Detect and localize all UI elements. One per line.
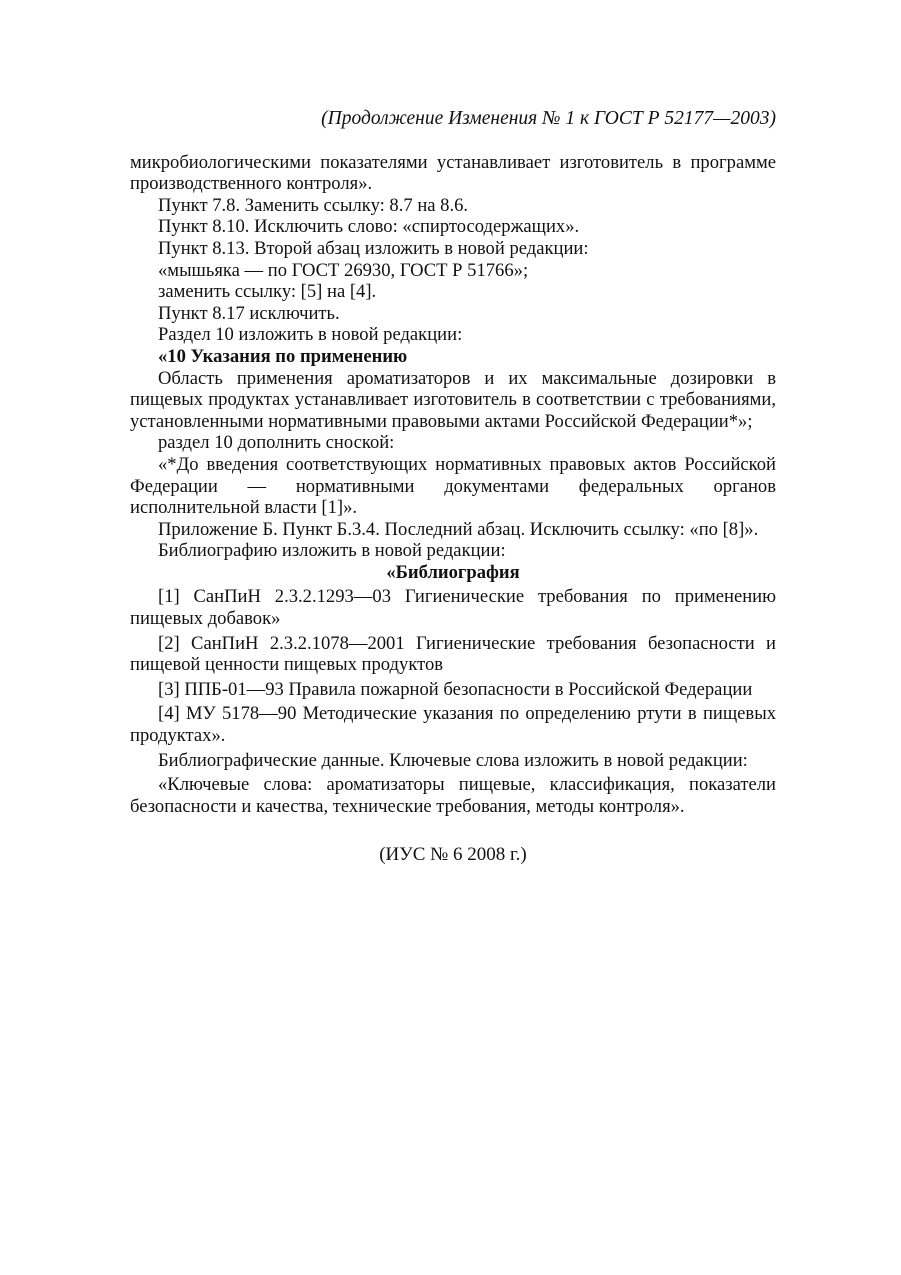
paragraph: Библиографию изложить в новой редакции:: [158, 540, 506, 562]
paragraph: Приложение Б. Пункт Б.3.4. Последний абзац. Исключить ссылку: «по [8]».: [158, 518, 759, 540]
paragraph: Пункт 8.17 исключить.: [158, 302, 340, 324]
page-header: (Продолжение Изменения № 1 к ГОСТ Р 52177—2003): [321, 108, 776, 129]
paragraph: микробиологическими показателями устанавливает изготовитель в программе производственного контроля».: [130, 151, 776, 195]
paragraph: Пункт 8.13. Второй абзац изложить в новой редакции:: [158, 237, 589, 259]
paragraph: Пункт 8.10. Исключить слово: «спиртосодержащих».: [158, 216, 580, 238]
bibliography-entry: [3] ППБ-01—93 Правила пожарной безопасности в Российской Федерации: [158, 678, 753, 700]
section-heading: «10 Указания по применению: [158, 345, 408, 367]
paragraph: Библиографические данные. Ключевые слова изложить в новой редакции:: [158, 749, 748, 771]
paragraph: «*До введения соответствующих нормативных правовых актов Российской Федерации — нормативными документами федеральных органов исполнительной власти [1]».: [130, 453, 776, 519]
page-footer: (ИУС № 6 2008 г.): [379, 844, 527, 866]
paragraph: Область применения ароматизаторов и их максимальные дозировки в пищевых продуктах устанавливает изготовитель в соответствии с требованиями, установленными нормативными правовыми актами Российской Федерации*»;: [130, 367, 776, 432]
paragraph: раздел 10 дополнить сноской:: [158, 432, 395, 454]
paragraph: заменить ссылку: [5] на [4].: [158, 281, 377, 303]
bibliography-heading: «Библиография: [386, 561, 520, 583]
paragraph: Пункт 7.8. Заменить ссылку: 8.7 на 8.6.: [158, 194, 469, 216]
bibliography-entry: [4] МУ 5178—90 Методические указания по определению ртути в пищевых продуктах».: [130, 703, 776, 747]
paragraph: «мышьяка — по ГОСТ 26930, ГОСТ Р 51766»;: [158, 259, 529, 281]
paragraph: Раздел 10 изложить в новой редакции:: [158, 324, 463, 346]
bibliography-entry: [2] СанПиН 2.3.2.1078—2001 Гигиенические требования безопасности и пищевой ценности пищевых продуктов: [130, 632, 776, 676]
document-page: [130, 108, 776, 866]
paragraph: «Ключевые слова: ароматизаторы пищевые, классификация, показатели безопасности и качества, технические требования, методы контроля».: [130, 774, 776, 817]
bibliography-entry: [1] СанПиН 2.3.2.1293—03 Гигиенические требования по применению пищевых добавок»: [130, 586, 776, 630]
